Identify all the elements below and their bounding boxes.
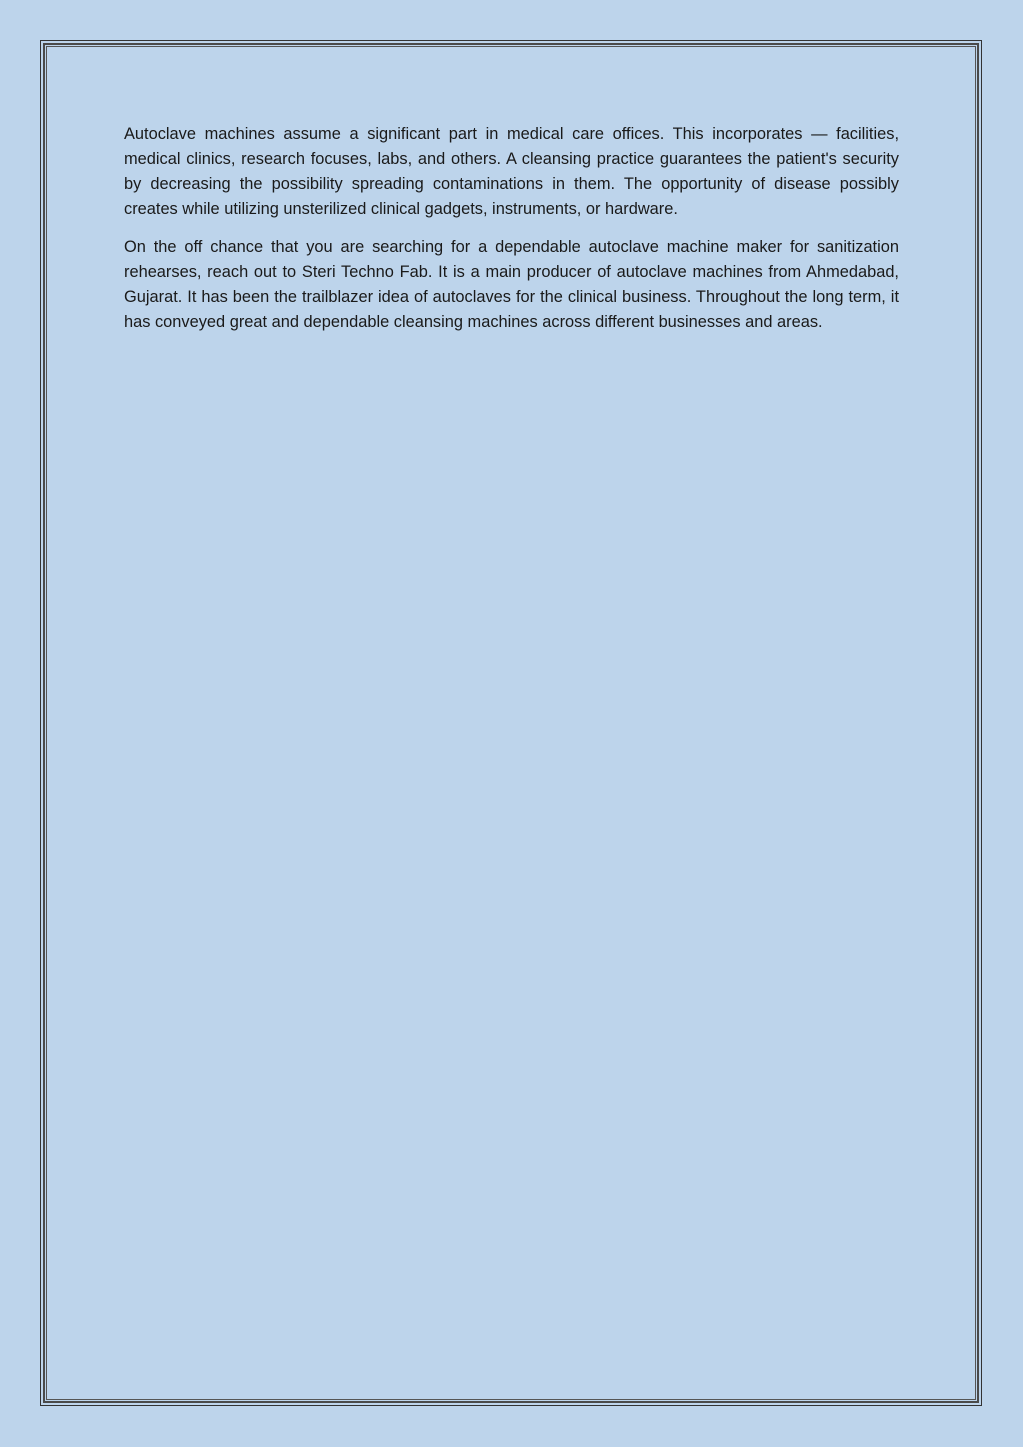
paragraph-1: Autoclave machines assume a significant part in medical care offices. This incorporates — facilities, medical clinics, research focuses, labs, and others. A cleansing practice guarantees the patient's security by decreasing the possibility spreading contaminations in them. The opportunity of disease possibly creates while utilizing unsterilized clinical gadgets, instruments, or hardware. xyxy=(124,125,899,218)
document-body xyxy=(124,122,899,348)
paragraph-2: On the off chance that you are searching for a dependable autoclave machine maker for sanitization rehearses, reach out to Steri Techno Fab. It is a main producer of autoclave machines from Ahmedabad, Gujarat. It has been the trailblazer idea of autoclaves for the clinical business. Throughout the long term, it has conveyed great and dependable cleansing machines across different businesses and areas. xyxy=(124,238,899,331)
